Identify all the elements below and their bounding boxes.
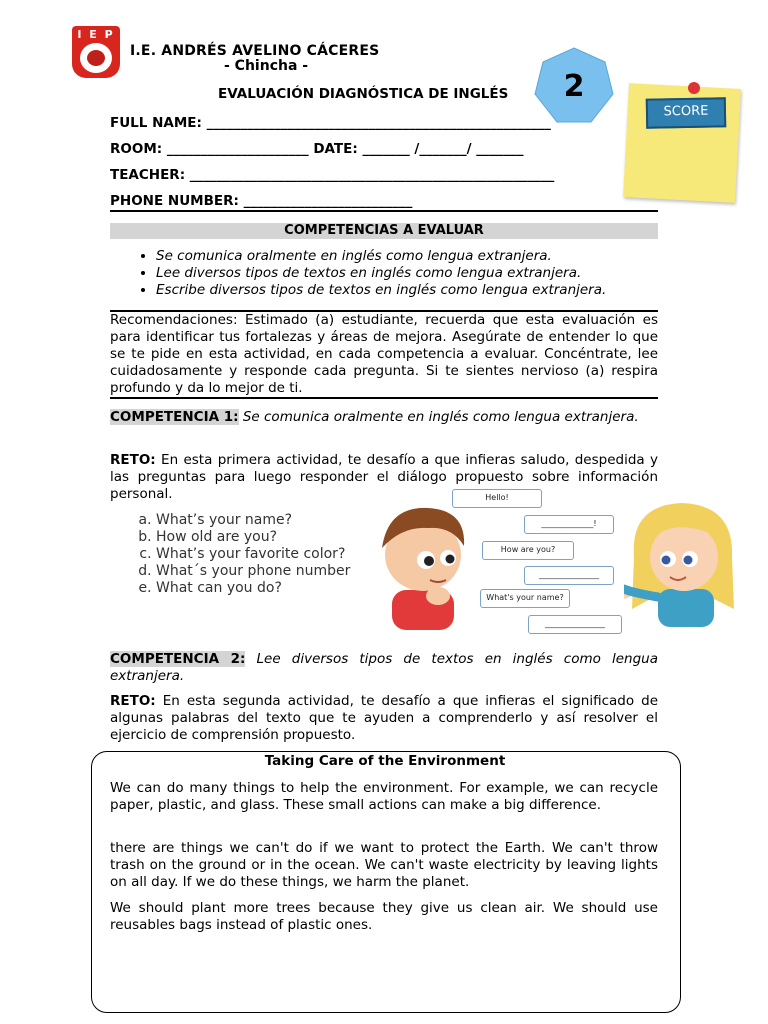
reto-2 <box>110 693 658 744</box>
grade-number: 2 <box>563 69 585 104</box>
competencia-2 <box>110 651 658 685</box>
competencias-list <box>130 248 606 299</box>
reto-1 <box>110 452 658 503</box>
dialogue-bubble: How are you? <box>482 541 574 560</box>
dialogue-bubble: What's your name? <box>480 589 570 608</box>
divider <box>110 210 658 212</box>
reto-1-label: RETO: <box>110 452 156 468</box>
list-item: b. How old are you? <box>156 529 350 546</box>
competencia-2-text: Lee diversos tipos de textos en inglés como lengua extranjera. <box>110 651 658 684</box>
school-logo <box>72 26 120 78</box>
list-item: c. What’s your favorite color? <box>156 546 350 563</box>
teacher-field[interactable]: TEACHER: ______________________________________________________ <box>110 167 555 183</box>
logo-text: I E P <box>77 28 115 41</box>
passage-title: Taking Care of the Environment <box>264 753 506 769</box>
school-city: - Chincha - <box>224 58 309 74</box>
list-item: e. What can you do? <box>156 580 350 597</box>
questions-list <box>133 512 350 597</box>
dialogue-bubble: Hello! <box>452 489 542 508</box>
competencia-1 <box>110 409 658 426</box>
dialogue-bubble[interactable]: _____________! <box>524 515 614 534</box>
full-name-field[interactable]: FULL NAME: ___________________________________________________ <box>110 115 551 131</box>
school-name: I.E. ANDRÉS AVELINO CÁCERES <box>130 43 380 59</box>
dialogue-bubble[interactable]: _______________ <box>524 566 614 585</box>
reto-2-label: RETO: <box>110 693 156 709</box>
dialogue-bubble[interactable]: _______________ <box>528 615 622 634</box>
list-item: • Se comunica oralmente en inglés como lengua extranjera. <box>156 248 606 265</box>
competencias-heading: COMPETENCIAS A EVALUAR <box>110 223 658 239</box>
competencia-1-text: Se comunica oralmente en inglés como lengua extranjera. <box>242 409 639 425</box>
list-item: d. What´s your phone number <box>156 563 350 580</box>
girl-illustration <box>624 497 740 627</box>
logo-emblem-icon <box>80 43 112 73</box>
grade-heptagon-icon <box>533 46 615 126</box>
page-title: EVALUACIÓN DIAGNÓSTICA DE INGLÉS <box>218 86 509 102</box>
list-item: a. What’s your name? <box>156 512 350 529</box>
divider <box>110 397 658 399</box>
boy-illustration <box>368 500 478 630</box>
phone-field[interactable]: PHONE NUMBER: _________________________ <box>110 193 413 209</box>
passage-paragraph: We can do many things to help the environment. For example, we can recycle paper, plastic, and glass. These small actions can make a big difference. <box>110 780 658 813</box>
competencia-1-label: COMPETENCIA 1: <box>110 409 239 425</box>
recomendaciones-text: Recomendaciones: Estimado (a) estudiante, recuerda que esta evaluación es para identificar tus fortalezas y áreas de mejora. Asegúrate de entender lo que se te pide en esta actividad, en cada competencia a evaluar. Concéntrate, lee cuidadosamente y responde cada pregunta. Si te sientes nervioso (a) respira profundo y da lo mejor de ti. <box>110 312 658 396</box>
reto-2-text: En esta segunda actividad, te desafío a que infieras el significado de algunas palabras del texto que te ayuden a comprenderlo y así resolver el ejercicio de comprensión propuesto. <box>110 693 659 743</box>
score-label: SCORE <box>646 97 727 128</box>
reto-1-text: En esta primera actividad, te desafío a que infieras saludo, despedida y las preguntas para luego responder el diálogo propuesto sobre información personal. <box>110 452 658 502</box>
room-date-field[interactable]: ROOM: _____________________ DATE: _______ /_______/ _______ <box>110 141 524 157</box>
passage-paragraph: there are things we can't do if we want to protect the Earth. We can't throw trash on the ground or in the ocean. We can't waste electricity by leaving lights on all day. If we do these things, we harm the planet. <box>110 840 658 890</box>
list-item: • Lee diversos tipos de textos en inglés como lengua extranjera. <box>156 265 606 282</box>
competencia-2-label: COMPETENCIA 2: <box>110 651 246 667</box>
passage-paragraph: We should plant more trees because they give us clean air. We should use reusables bags instead of plastic ones. <box>110 900 658 933</box>
list-item: • Escribe diversos tipos de textos en inglés como lengua extranjera. <box>156 282 606 299</box>
pushpin-icon <box>688 82 700 94</box>
